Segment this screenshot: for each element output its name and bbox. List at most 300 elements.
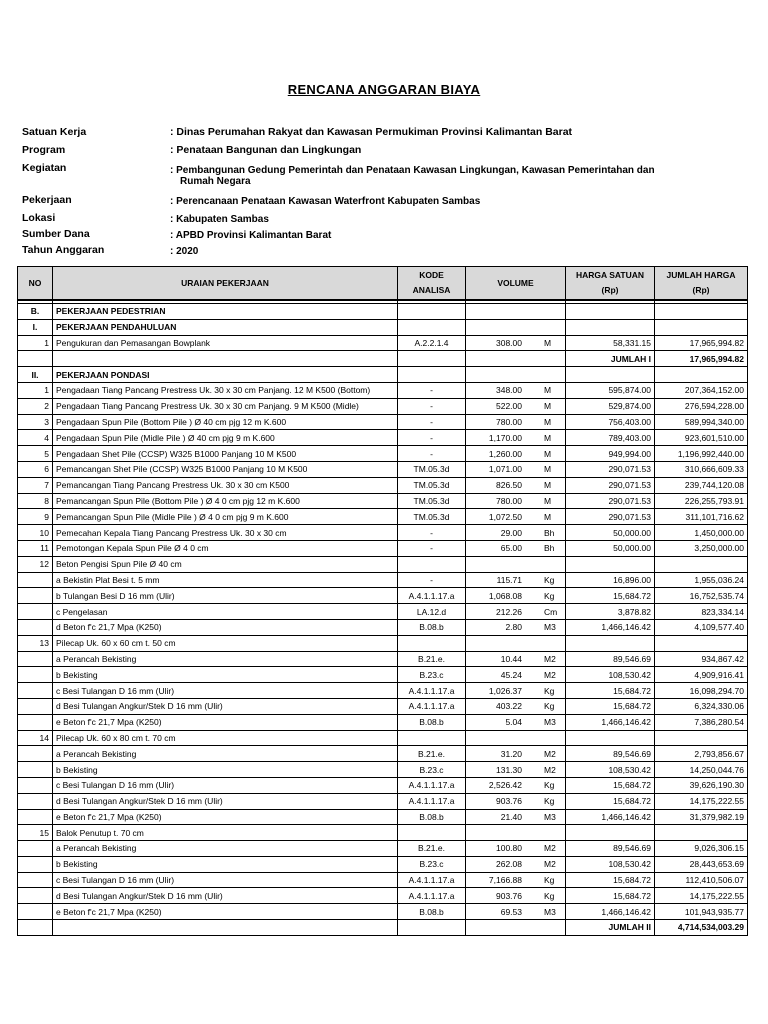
row-jumlah: 207,364,152.00	[655, 382, 748, 398]
volume-unit: Bh	[544, 543, 555, 554]
program-label: Program	[22, 144, 66, 156]
table-row	[18, 683, 748, 699]
row-volume	[466, 619, 566, 635]
row-harga: 15,684.72	[566, 683, 655, 699]
row-description: Pengadaan Shet Pile (CCSP) W325 B1000 Panjang 10 M K500	[53, 446, 398, 462]
row-harga	[566, 730, 655, 746]
row-volume	[466, 651, 566, 667]
page-title: RENCANA ANGGARAN BIAYA	[287, 82, 481, 97]
row-volume	[466, 604, 566, 620]
row-no	[18, 809, 53, 825]
row-no: 7	[18, 477, 53, 493]
row-harga: 15,684.72	[566, 588, 655, 604]
volume-value: 100.80	[496, 843, 522, 854]
row-volume	[466, 904, 566, 920]
row-harga: 15,684.72	[566, 888, 655, 904]
row-kode: B.08.b	[398, 904, 466, 920]
volume-unit: M	[544, 495, 552, 506]
table-row	[18, 382, 748, 398]
row-jumlah	[655, 825, 748, 841]
row-harga: 1,466,146.42	[566, 714, 655, 730]
row-description: Pengadaan Tiang Pancang Prestress Uk. 30 x 30 cm Panjang. 12 M K500 (Bottom)	[53, 382, 398, 398]
row-description: a Perancah Bekisting	[53, 746, 398, 762]
row-no	[18, 872, 53, 888]
volume-unit: Kg	[544, 701, 555, 712]
row-description: Pemecahan Kepala Tiang Pancang Prestress Uk. 30 x 30 cm	[53, 525, 398, 541]
row-description: b Bekisting	[53, 667, 398, 683]
row-jumlah: 1,955,036.24	[655, 572, 748, 588]
table-row	[18, 556, 748, 572]
row-harga	[566, 367, 655, 383]
table-row	[18, 793, 748, 809]
volume-value: 69.53	[500, 906, 522, 917]
row-kode	[398, 367, 466, 383]
volume-value: 903.76	[496, 796, 522, 807]
row-description	[53, 351, 398, 367]
row-description: e Beton f'c 21,7 Mpa (K250)	[53, 904, 398, 920]
row-volume	[466, 556, 566, 572]
row-harga: 789,403.00	[566, 430, 655, 446]
volume-value: 1,260.00	[488, 448, 522, 459]
row-jumlah: 823,334.14	[655, 604, 748, 620]
volume-unit: M	[544, 385, 552, 396]
volume-value: 10.44	[500, 653, 522, 664]
table-row	[18, 635, 748, 651]
volume-unit: Kg	[544, 685, 555, 696]
row-description: Pengadaan Tiang Pancang Prestress Uk. 30 x 30 cm Panjang. 9 M K500 (Midle)	[53, 398, 398, 414]
volume-unit: Kg	[544, 890, 555, 901]
row-harga: 529,874.00	[566, 398, 655, 414]
row-no: 6	[18, 461, 53, 477]
volume-unit: M3	[544, 717, 556, 728]
row-harga: 15,684.72	[566, 777, 655, 793]
row-description: a Perancah Bekisting	[53, 841, 398, 857]
volume-value: 262.08	[496, 859, 522, 870]
row-description: Balok Penutup t. 70 cm	[53, 825, 398, 841]
volume-unit: M	[544, 337, 552, 348]
volume-value: 826.50	[496, 480, 522, 491]
row-description: e Beton f'c 21,7 Mpa (K250)	[53, 809, 398, 825]
row-kode	[398, 556, 466, 572]
row-jumlah: 28,443,653.69	[655, 856, 748, 872]
row-harga: 16,896.00	[566, 572, 655, 588]
row-description: Pemancangan Shet Pile (CCSP) W325 B1000 Panjang 10 M K500	[53, 461, 398, 477]
header-uraian: URAIAN PEKERJAAN	[53, 267, 398, 301]
volume-unit: Kg	[544, 875, 555, 886]
table-row	[18, 588, 748, 604]
table-row	[18, 825, 748, 841]
row-jumlah: 112,410,506.07	[655, 872, 748, 888]
row-harga: 3,878.82	[566, 604, 655, 620]
table-row	[18, 746, 748, 762]
row-no	[18, 604, 53, 620]
row-kode	[398, 825, 466, 841]
volume-unit: M	[544, 416, 552, 427]
row-kode	[398, 351, 466, 367]
row-jumlah: 311,101,716.62	[655, 509, 748, 525]
row-jumlah: 101,943,935.77	[655, 904, 748, 920]
table-row	[18, 809, 748, 825]
row-jumlah: 39,626,190.30	[655, 777, 748, 793]
table-row	[18, 714, 748, 730]
volume-value: 212.26	[496, 606, 522, 617]
row-kode: -	[398, 430, 466, 446]
volume-value: 21.40	[500, 811, 522, 822]
row-no	[18, 793, 53, 809]
row-jumlah: 923,601,510.00	[655, 430, 748, 446]
row-jumlah	[655, 304, 748, 320]
row-no	[18, 351, 53, 367]
row-description: Pilecap Uk. 60 x 60 cm t. 50 cm	[53, 635, 398, 651]
lokasi-label: Lokasi	[22, 212, 56, 224]
row-description: a Bekistin Plat Besi t. 5 mm	[53, 572, 398, 588]
row-kode: B.23.c	[398, 667, 466, 683]
table-row	[18, 841, 748, 857]
header-no: NO	[18, 267, 53, 301]
row-description: PEKERJAAN PENDAHULUAN	[53, 319, 398, 335]
row-volume	[466, 572, 566, 588]
tahun-anggaran-value: : 2020	[170, 246, 199, 257]
row-jumlah: 9,026,306.15	[655, 841, 748, 857]
row-no: B.	[18, 304, 53, 320]
header-harga	[566, 267, 655, 301]
sumber-dana-label: Sumber Dana	[22, 228, 90, 240]
volume-value: 1,170.00	[488, 432, 522, 443]
volume-unit: M2	[544, 653, 556, 664]
volume-unit: M2	[544, 843, 556, 854]
row-jumlah: 1,196,992,440.00	[655, 446, 748, 462]
volume-unit: Kg	[544, 590, 555, 601]
row-kode: B.23.c	[398, 856, 466, 872]
table-row	[18, 509, 748, 525]
row-kode: TM.05.3d	[398, 461, 466, 477]
row-no	[18, 762, 53, 778]
row-no	[18, 904, 53, 920]
volume-unit: M2	[544, 748, 556, 759]
volume-unit: M	[544, 448, 552, 459]
table-row	[18, 477, 748, 493]
row-description: Pilecap Uk. 60 x 80 cm t. 70 cm	[53, 730, 398, 746]
row-no: 5	[18, 446, 53, 462]
row-harga: 15,684.72	[566, 793, 655, 809]
row-jumlah: 3,250,000.00	[655, 540, 748, 556]
row-volume	[466, 825, 566, 841]
row-kode: B.08.b	[398, 714, 466, 730]
row-volume	[466, 430, 566, 446]
table-row	[18, 762, 748, 778]
row-volume	[466, 872, 566, 888]
row-volume	[466, 477, 566, 493]
row-description: d Besi Tulangan Angkur/Stek D 16 mm (Ulir)	[53, 793, 398, 809]
volume-unit: M	[544, 464, 552, 475]
row-jumlah: 14,250,044.76	[655, 762, 748, 778]
row-description: c Besi Tulangan D 16 mm (Ulir)	[53, 683, 398, 699]
row-harga: 1,466,146.42	[566, 809, 655, 825]
kegiatan-label: Kegiatan	[22, 162, 67, 174]
row-volume	[466, 398, 566, 414]
row-no	[18, 920, 53, 936]
row-no: 11	[18, 540, 53, 556]
row-harga: 949,994.00	[566, 446, 655, 462]
row-volume	[466, 683, 566, 699]
row-jumlah: 4,909,916.41	[655, 667, 748, 683]
volume-value: 2,526.42	[488, 780, 522, 791]
row-kode: B.08.b	[398, 619, 466, 635]
row-kode: A.4.1.1.17.a	[398, 683, 466, 699]
row-description: Pengukuran dan Pemasangan Bowplank	[53, 335, 398, 351]
section-row	[18, 319, 748, 335]
row-kode: -	[398, 414, 466, 430]
row-kode: A.4.1.1.17.a	[398, 588, 466, 604]
row-kode: B.21.e.	[398, 651, 466, 667]
row-jumlah	[655, 730, 748, 746]
row-jumlah	[655, 367, 748, 383]
pekerjaan-label: Pekerjaan	[22, 194, 72, 206]
row-kode: A.4.1.1.17.a	[398, 698, 466, 714]
row-no: 9	[18, 509, 53, 525]
table-header-row	[18, 267, 748, 301]
volume-value: 522.00	[496, 401, 522, 412]
table-row	[18, 904, 748, 920]
volume-unit: M	[544, 480, 552, 491]
table-row	[18, 667, 748, 683]
row-no: 2	[18, 398, 53, 414]
volume-value: 1,068.08	[488, 590, 522, 601]
row-volume	[466, 382, 566, 398]
row-harga: 290,071.53	[566, 477, 655, 493]
row-no: 14	[18, 730, 53, 746]
row-description: Pemancangan Spun Pile (Bottom Pile ) Ø 4 0 cm pjg 12 m K.600	[53, 493, 398, 509]
row-jumlah: 934,867.42	[655, 651, 748, 667]
row-kode: A.4.1.1.17.a	[398, 793, 466, 809]
row-kode	[398, 920, 466, 936]
header-kode	[398, 267, 466, 301]
row-volume	[466, 746, 566, 762]
header-harga-line2: (Rp)	[601, 285, 619, 295]
row-kode: -	[398, 525, 466, 541]
row-harga: 595,874.00	[566, 382, 655, 398]
row-jumlah: 31,379,982.19	[655, 809, 748, 825]
row-jumlah	[655, 556, 748, 572]
row-description: PEKERJAAN PONDASI	[53, 367, 398, 383]
row-no: 1	[18, 335, 53, 351]
table-row	[18, 619, 748, 635]
table-row	[18, 698, 748, 714]
row-kode: B.21.e.	[398, 746, 466, 762]
row-kode	[398, 730, 466, 746]
header-jumlah-line1: JUMLAH HARGA	[666, 270, 736, 280]
volume-value: 308.00	[496, 337, 522, 348]
subtotal-label: JUMLAH I	[566, 351, 655, 367]
volume-value: 348.00	[496, 385, 522, 396]
row-harga: 108,530.42	[566, 667, 655, 683]
row-harga: 108,530.42	[566, 856, 655, 872]
row-jumlah: 1,450,000.00	[655, 525, 748, 541]
volume-unit: Kg	[544, 780, 555, 791]
lokasi-value: : Kabupaten Sambas	[170, 214, 269, 225]
row-harga: 89,546.69	[566, 651, 655, 667]
row-description: d Besi Tulangan Angkur/Stek D 16 mm (Ulir)	[53, 888, 398, 904]
volume-unit: Bh	[544, 527, 555, 538]
subtotal-value: 4,714,534,003.29	[655, 920, 748, 936]
row-jumlah: 226,255,793.91	[655, 493, 748, 509]
kegiatan-value: : Pembangunan Gedung Pemerintah dan Penataan Kawasan Lingkungan, Kawasan Pemerintahan dan	[170, 165, 655, 176]
table-row	[18, 651, 748, 667]
volume-unit: M2	[544, 859, 556, 870]
row-description: PEKERJAAN PEDESTRIAN	[53, 304, 398, 320]
table-body	[18, 304, 748, 936]
row-harga	[566, 319, 655, 335]
row-no: 3	[18, 414, 53, 430]
row-no: 13	[18, 635, 53, 651]
volume-value: 1,026.37	[488, 685, 522, 696]
row-description: c Besi Tulangan D 16 mm (Ulir)	[53, 777, 398, 793]
kegiatan-value-line2: Rumah Negara	[180, 176, 251, 187]
row-harga: 50,000.00	[566, 540, 655, 556]
row-volume	[466, 414, 566, 430]
table-row	[18, 572, 748, 588]
row-jumlah: 14,175,222.55	[655, 888, 748, 904]
row-description: Pemotongan Kepala Spun Pile Ø 4 0 cm	[53, 540, 398, 556]
row-description: Pemancangan Tiang Pancang Prestress Uk. 30 x 30 cm K500	[53, 477, 398, 493]
row-no: 12	[18, 556, 53, 572]
row-jumlah	[655, 635, 748, 651]
row-volume	[466, 793, 566, 809]
row-kode: -	[398, 398, 466, 414]
row-jumlah	[655, 319, 748, 335]
row-description: c Pengelasan	[53, 604, 398, 620]
row-volume	[466, 856, 566, 872]
row-jumlah: 4,109,577.40	[655, 619, 748, 635]
header-kode-line2: ANALISA	[412, 285, 451, 295]
volume-value: 7,166.88	[488, 875, 522, 886]
table-row	[18, 493, 748, 509]
table-row	[18, 446, 748, 462]
volume-value: 780.00	[496, 495, 522, 506]
table-row	[18, 461, 748, 477]
row-harga	[566, 635, 655, 651]
header-jumlah	[655, 267, 748, 301]
row-no	[18, 856, 53, 872]
row-volume	[466, 714, 566, 730]
row-no	[18, 619, 53, 635]
row-harga: 50,000.00	[566, 525, 655, 541]
volume-unit: M2	[544, 669, 556, 680]
row-description: d Beton f'c 21,7 Mpa (K250)	[53, 619, 398, 635]
volume-value: 903.76	[496, 890, 522, 901]
row-jumlah: 16,098,294.70	[655, 683, 748, 699]
row-no: I.	[18, 319, 53, 335]
header-jumlah-line2: (Rp)	[692, 285, 710, 295]
section-row	[18, 304, 748, 320]
row-volume	[466, 635, 566, 651]
row-jumlah: 589,994,340.00	[655, 414, 748, 430]
row-kode: -	[398, 382, 466, 398]
row-description: Pengadaan Spun Pile (Midle Pile ) Ø 40 cm pjg 9 m K.600	[53, 430, 398, 446]
row-description: Pemancangan Spun Pile (Midle Pile ) Ø 4 0 cm pjg 9 m K.600	[53, 509, 398, 525]
table-row	[18, 414, 748, 430]
row-no: 4	[18, 430, 53, 446]
row-volume	[466, 446, 566, 462]
row-no	[18, 683, 53, 699]
row-harga: 15,684.72	[566, 872, 655, 888]
row-harga: 89,546.69	[566, 841, 655, 857]
row-kode: B.08.b	[398, 809, 466, 825]
row-harga: 58,331.15	[566, 335, 655, 351]
row-harga	[566, 825, 655, 841]
row-volume	[466, 540, 566, 556]
row-kode: A.4.1.1.17.a	[398, 777, 466, 793]
row-volume	[466, 841, 566, 857]
row-description: b Bekisting	[53, 856, 398, 872]
row-kode: B.21.e.	[398, 841, 466, 857]
row-volume	[466, 351, 566, 367]
header-volume: VOLUME	[466, 267, 566, 301]
volume-value: 29.00	[500, 527, 522, 538]
table-row	[18, 540, 748, 556]
row-kode	[398, 635, 466, 651]
table-row	[18, 872, 748, 888]
sumber-dana-value: : APBD Provinsi Kalimantan Barat	[170, 230, 332, 241]
program-value: : Penataan Bangunan dan Lingkungan	[170, 144, 362, 156]
row-no	[18, 588, 53, 604]
row-no	[18, 841, 53, 857]
row-description	[53, 920, 398, 936]
volume-value: 5.04	[505, 717, 522, 728]
row-volume	[466, 667, 566, 683]
header-kode-line1: KODE	[419, 270, 444, 280]
budget-table	[17, 266, 748, 936]
satuan-kerja-value: : Dinas Perumahan Rakyat dan Kawasan Permukiman Provinsi Kalimantan Barat	[170, 126, 573, 138]
row-volume	[466, 319, 566, 335]
row-no: II.	[18, 367, 53, 383]
row-jumlah: 14,175,222.55	[655, 793, 748, 809]
row-volume	[466, 762, 566, 778]
pekerjaan-value: : Perencanaan Penataan Kawasan Waterfront Kabupaten Sambas	[170, 196, 481, 207]
volume-unit: M3	[544, 622, 556, 633]
row-no	[18, 777, 53, 793]
volume-unit: M2	[544, 764, 556, 775]
tahun-anggaran-label: Tahun Anggaran	[22, 244, 105, 256]
volume-unit: M3	[544, 811, 556, 822]
row-volume	[466, 888, 566, 904]
row-no	[18, 572, 53, 588]
row-jumlah: 16,752,535.74	[655, 588, 748, 604]
row-harga: 15,684.72	[566, 698, 655, 714]
row-no	[18, 651, 53, 667]
table-row	[18, 430, 748, 446]
header-harga-line1: HARGA SATUAN	[576, 270, 644, 280]
volume-value: 31.20	[500, 748, 522, 759]
volume-value: 403.22	[496, 701, 522, 712]
volume-value: 45.24	[500, 669, 522, 680]
volume-value: 65.00	[500, 543, 522, 554]
volume-value: 780.00	[496, 416, 522, 427]
row-harga: 1,466,146.42	[566, 619, 655, 635]
volume-unit: Kg	[544, 796, 555, 807]
row-volume	[466, 367, 566, 383]
row-description: b Bekisting	[53, 762, 398, 778]
row-kode: LA.12.d	[398, 604, 466, 620]
row-harga	[566, 556, 655, 572]
volume-unit: Kg	[544, 574, 555, 585]
row-kode: TM.05.3d	[398, 477, 466, 493]
subtotal-row	[18, 351, 748, 367]
volume-unit: M3	[544, 906, 556, 917]
row-kode: A.4.1.1.17.a	[398, 888, 466, 904]
row-no	[18, 667, 53, 683]
table-row	[18, 856, 748, 872]
